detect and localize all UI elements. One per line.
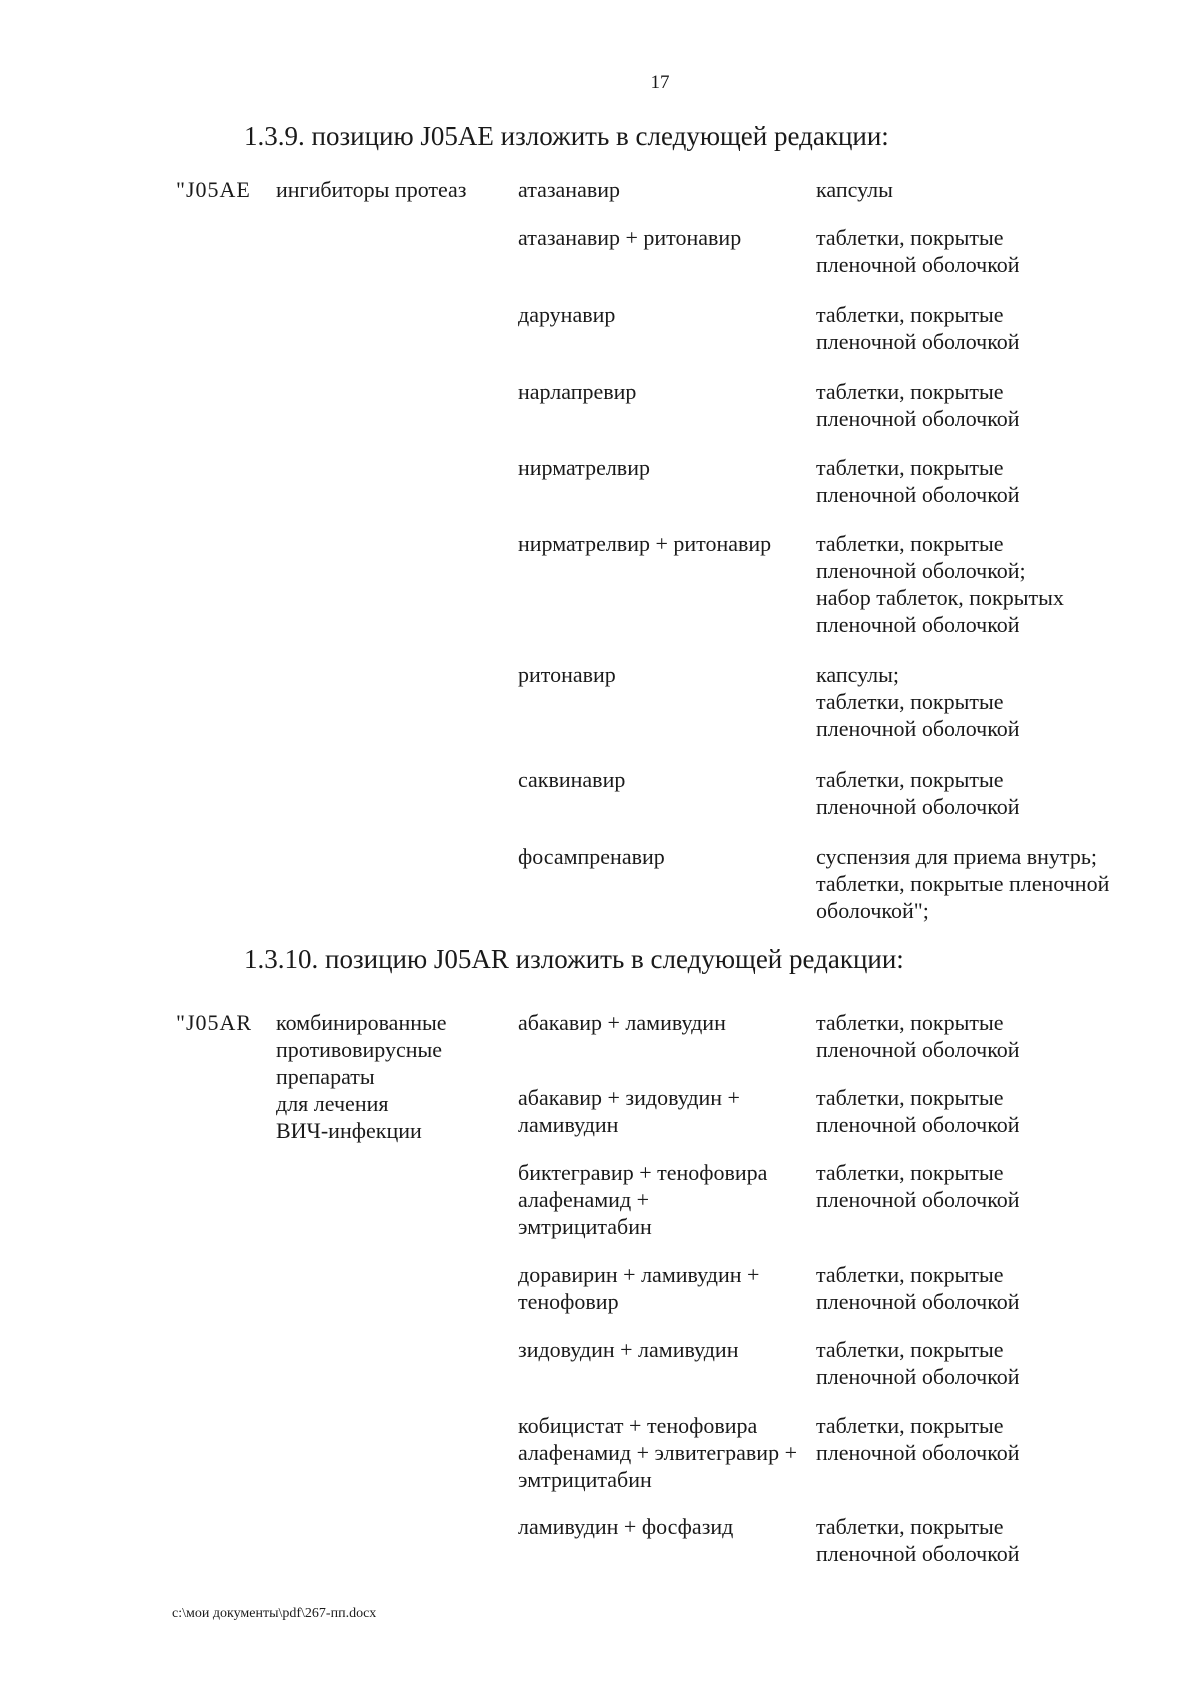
drug-line: ламивудин + фосфазид bbox=[518, 1514, 734, 1539]
drug-name bbox=[518, 1084, 808, 1138]
drug-name bbox=[518, 1159, 808, 1240]
drug-name bbox=[518, 1412, 808, 1493]
form-line: таблетки, покрытые bbox=[816, 1085, 1004, 1110]
dosage-form bbox=[816, 176, 1146, 203]
drug-name bbox=[518, 530, 808, 557]
form-line: пленочной оболочкой bbox=[816, 406, 1020, 431]
form-line: пленочной оболочкой bbox=[816, 1541, 1020, 1566]
group-line: ингибиторы протеаз bbox=[276, 177, 467, 202]
drug-line: кобицистат + тенофовира bbox=[518, 1413, 758, 1438]
drug-name bbox=[518, 378, 808, 405]
drug-line: эмтрицитабин bbox=[518, 1214, 652, 1239]
form-line: пленочной оболочкой bbox=[816, 1440, 1020, 1465]
group-line: препараты bbox=[276, 1064, 375, 1089]
drug-name bbox=[518, 224, 808, 251]
drug-line: атазанавир + ритонавир bbox=[518, 225, 742, 250]
form-line: капсулы bbox=[816, 177, 893, 202]
form-line: пленочной оболочкой bbox=[816, 329, 1020, 354]
drug-name bbox=[518, 301, 808, 328]
dosage-form bbox=[816, 1084, 1146, 1138]
form-line: таблетки, покрытые bbox=[816, 379, 1004, 404]
drug-line: доравирин + ламивудин + bbox=[518, 1262, 760, 1287]
page-number: 17 bbox=[650, 72, 670, 93]
form-line: таблетки, покрытые bbox=[816, 1262, 1004, 1287]
dosage-form bbox=[816, 1336, 1146, 1390]
form-line: таблетки, покрытые bbox=[816, 302, 1004, 327]
group-line: ВИЧ-инфекции bbox=[276, 1118, 422, 1143]
section-heading-j05ae: 1.3.9. позицию J05AE изложить в следующей редакции: bbox=[244, 121, 889, 151]
drug-line: ритонавир bbox=[518, 662, 616, 687]
form-line: пленочной оболочкой bbox=[816, 1364, 1020, 1389]
dosage-form bbox=[816, 843, 1146, 924]
form-line: суспензия для приема внутрь; bbox=[816, 844, 1097, 869]
dosage-form bbox=[816, 1159, 1146, 1213]
drug-line: эмтрицитабин bbox=[518, 1467, 652, 1492]
drug-line: биктегравир + тенофовира bbox=[518, 1160, 768, 1185]
form-line: пленочной оболочкой bbox=[816, 1289, 1020, 1314]
group-name-j05ae bbox=[276, 176, 467, 203]
group-line: комбинированные bbox=[276, 1010, 447, 1035]
dosage-form bbox=[816, 454, 1146, 508]
dosage-form bbox=[816, 1261, 1146, 1315]
form-line: пленочной оболочкой bbox=[816, 252, 1020, 277]
drug-line: нарлапревир bbox=[518, 379, 637, 404]
form-line: оболочкой"; bbox=[816, 898, 929, 923]
drug-name bbox=[518, 176, 808, 203]
form-line: таблетки, покрытые bbox=[816, 225, 1004, 250]
drug-name bbox=[518, 1261, 808, 1315]
drug-name bbox=[518, 1009, 808, 1036]
drug-name bbox=[518, 766, 808, 793]
dosage-form bbox=[816, 1412, 1146, 1466]
form-line: таблетки, покрытые bbox=[816, 689, 1004, 714]
form-line: таблетки, покрытые bbox=[816, 531, 1004, 556]
footer-file-path: c:\мои документы\pdf\267-пп.docx bbox=[172, 1606, 377, 1621]
form-line: пленочной оболочкой; bbox=[816, 558, 1026, 583]
dosage-form bbox=[816, 661, 1146, 742]
form-line: пленочной оболочкой bbox=[816, 1187, 1020, 1212]
drug-line: алафенамид + элвитегравир + bbox=[518, 1440, 797, 1465]
drug-line: абакавир + ламивудин bbox=[518, 1010, 726, 1035]
form-line: таблетки, покрытые bbox=[816, 1514, 1004, 1539]
dosage-form bbox=[816, 766, 1146, 820]
drug-name bbox=[518, 1336, 808, 1363]
form-line: капсулы; bbox=[816, 662, 899, 687]
form-line: пленочной оболочкой bbox=[816, 1037, 1020, 1062]
drug-line: алафенамид + bbox=[518, 1187, 650, 1212]
drug-line: ламивудин bbox=[518, 1112, 619, 1137]
form-line: таблетки, покрытые bbox=[816, 767, 1004, 792]
form-line: таблетки, покрытые пленочной bbox=[816, 871, 1110, 896]
form-line: таблетки, покрытые bbox=[816, 455, 1004, 480]
dosage-form bbox=[816, 378, 1146, 432]
drug-line: фосампренавир bbox=[518, 844, 665, 869]
dosage-form bbox=[816, 224, 1146, 278]
form-line: пленочной оболочкой bbox=[816, 794, 1020, 819]
form-line: таблетки, покрытые bbox=[816, 1160, 1004, 1185]
form-line: пленочной оболочкой bbox=[816, 1112, 1020, 1137]
form-line: таблетки, покрытые bbox=[816, 1337, 1004, 1362]
drug-line: абакавир + зидовудин + bbox=[518, 1085, 740, 1110]
drug-name bbox=[518, 454, 808, 481]
drug-line: саквинавир bbox=[518, 767, 626, 792]
group-name-j05ar bbox=[276, 1009, 447, 1144]
atc-code-j05ae: "J05AE bbox=[176, 177, 251, 202]
drug-line: нирматрелвир + ритонавир bbox=[518, 531, 772, 556]
drug-line: тенофовир bbox=[518, 1289, 619, 1314]
drug-line: дарунавир bbox=[518, 302, 616, 327]
form-line: пленочной оболочкой bbox=[816, 716, 1020, 741]
form-line: таблетки, покрытые bbox=[816, 1010, 1004, 1035]
atc-code-j05ar: "J05AR bbox=[176, 1010, 253, 1035]
dosage-form bbox=[816, 1513, 1146, 1567]
drug-line: атазанавир bbox=[518, 177, 620, 202]
drug-name bbox=[518, 1513, 808, 1540]
form-line: пленочной оболочкой bbox=[816, 482, 1020, 507]
form-line: набор таблеток, покрытых bbox=[816, 585, 1064, 610]
dosage-form bbox=[816, 301, 1146, 355]
drug-name bbox=[518, 661, 808, 688]
drug-line: нирматрелвир bbox=[518, 455, 650, 480]
group-line: для лечения bbox=[276, 1091, 389, 1116]
form-line: пленочной оболочкой bbox=[816, 612, 1020, 637]
section-heading-j05ar: 1.3.10. позицию J05AR изложить в следующей редакции: bbox=[244, 944, 904, 974]
form-line: таблетки, покрытые bbox=[816, 1413, 1004, 1438]
group-line: противовирусные bbox=[276, 1037, 443, 1062]
drug-name bbox=[518, 843, 808, 870]
dosage-form bbox=[816, 1009, 1146, 1063]
dosage-form bbox=[816, 530, 1146, 638]
drug-line: зидовудин + ламивудин bbox=[518, 1337, 739, 1362]
